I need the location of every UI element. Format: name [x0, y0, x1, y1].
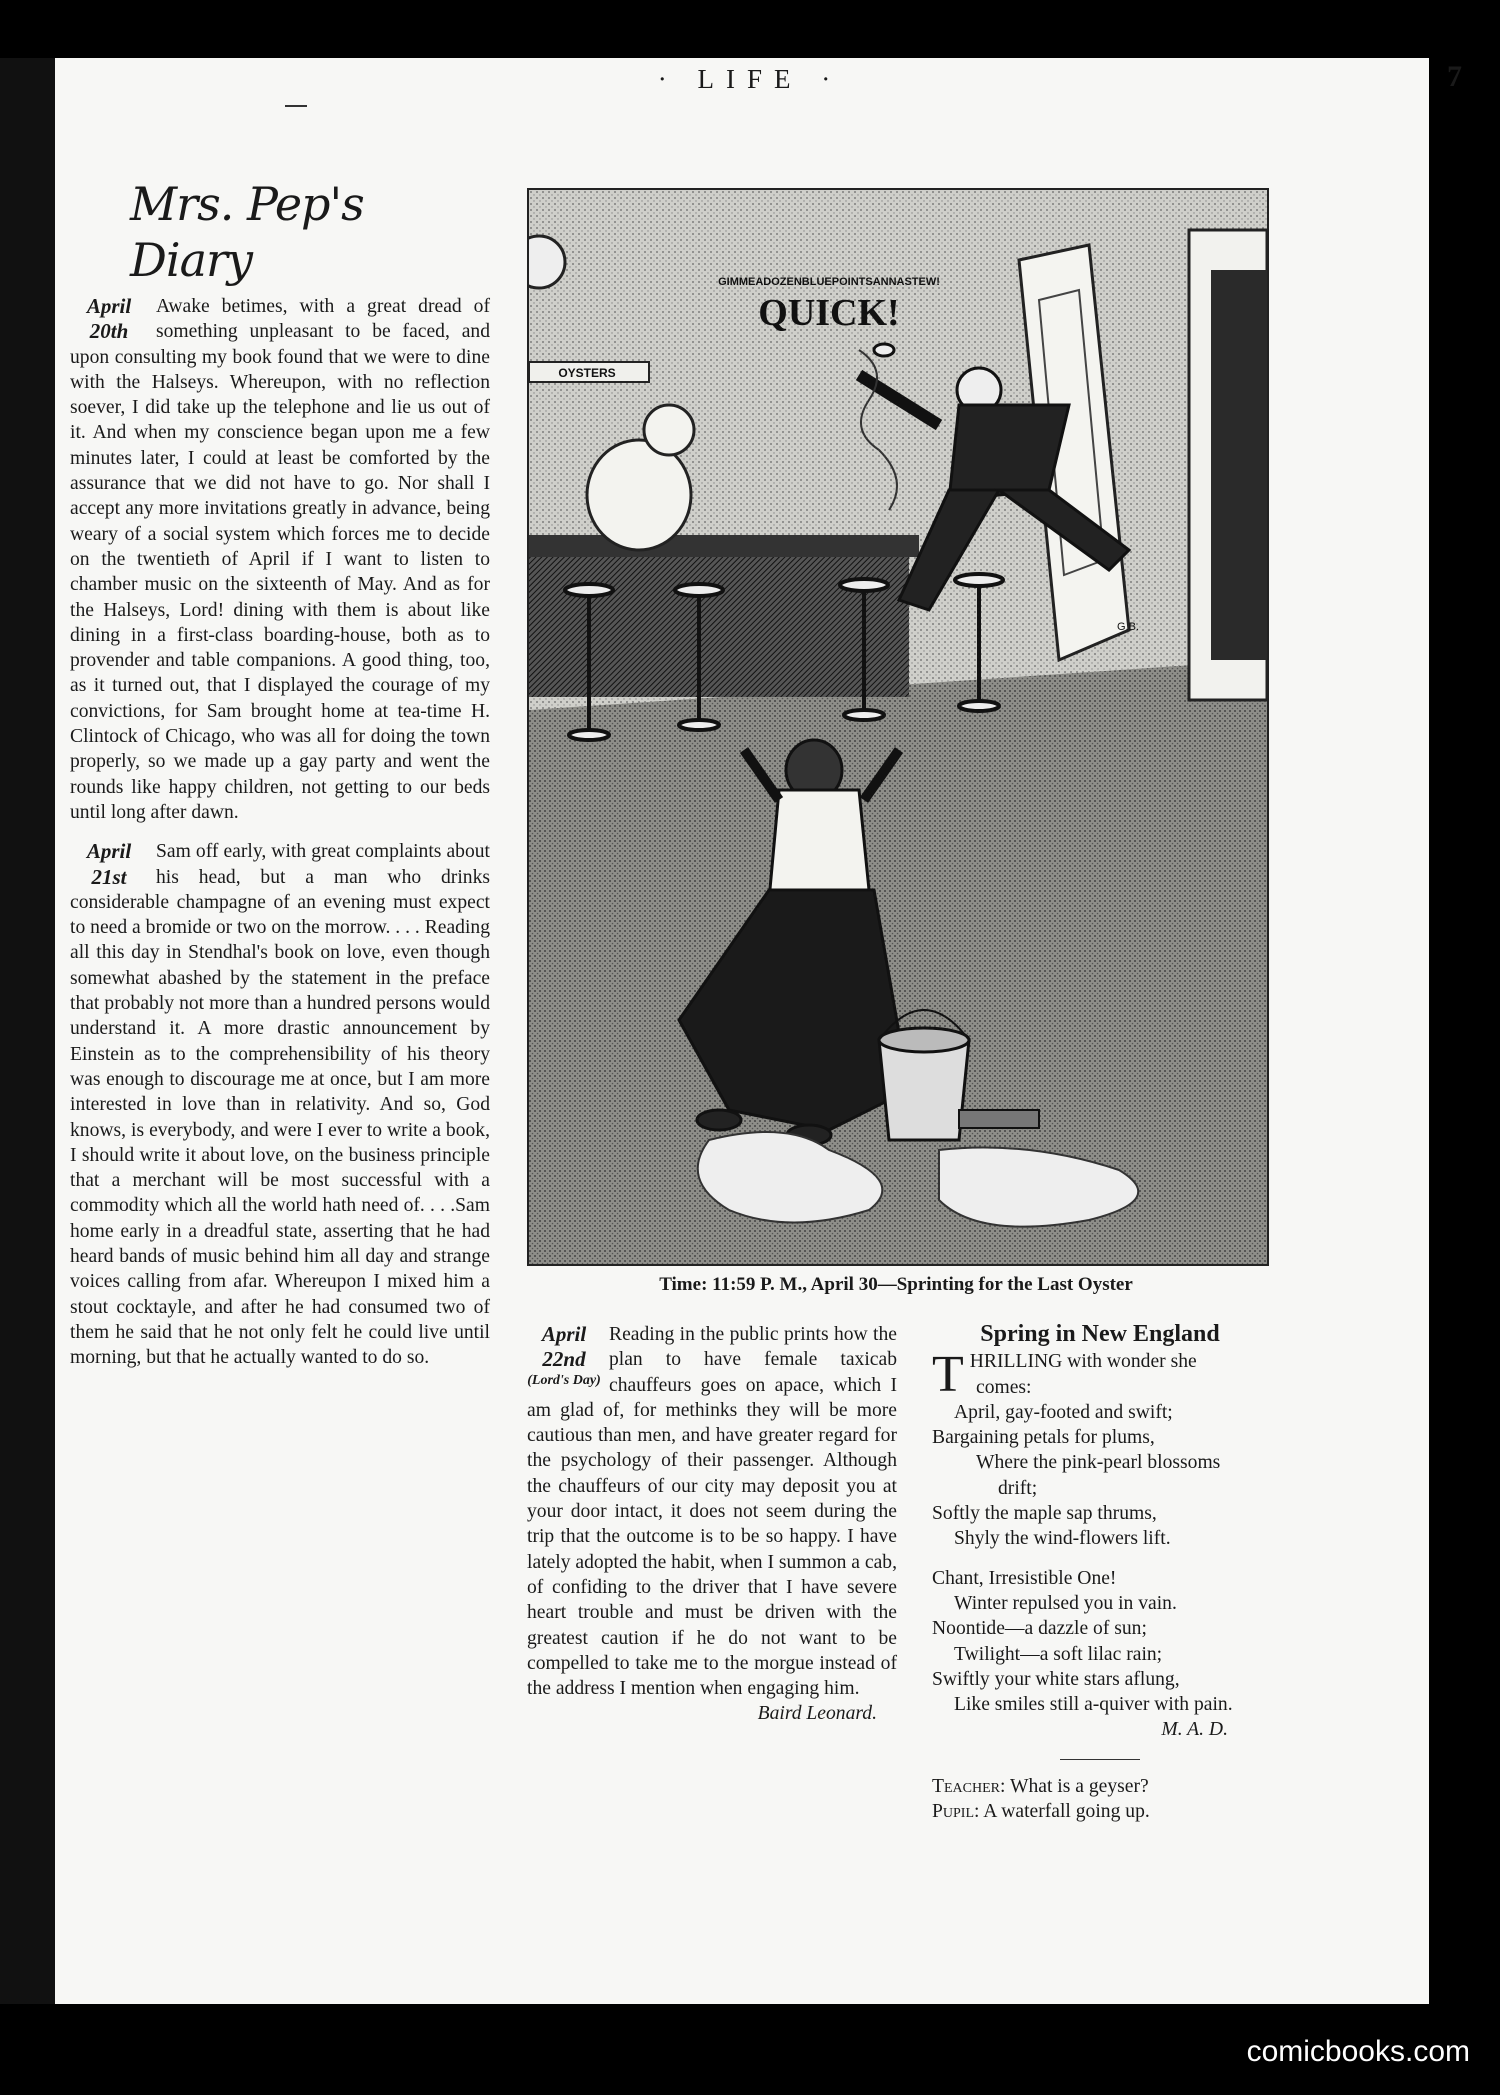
speech-quick-text: QUICK!: [758, 292, 900, 334]
artist-mark: G.B.: [1117, 621, 1140, 633]
divider: [1060, 1759, 1140, 1760]
binding-spine: [0, 58, 55, 2004]
joke-teacher-line: [932, 1774, 1268, 1799]
drop-cap: T: [932, 1346, 964, 1404]
poem-line: Shyly the wind-flowers lift.: [954, 1528, 1171, 1550]
poem-initials: M. A. D.: [1161, 1719, 1228, 1741]
page-number: 7: [1447, 60, 1462, 93]
poem-line: HRILLING with wonder she: [969, 1351, 1197, 1373]
poem-line: drift;: [998, 1477, 1038, 1499]
poem-line: Like smiles still a-quiver with pain.: [954, 1694, 1233, 1716]
entry-text: Sam off early, with great complaints about his head, but a man who drinks considerable champagne of an evening must expect to need a bromide or two on the morrow. . . . Reading all this day in Stendhal's book on love, even though somewhat abashed by the statement in the preface that probably not more than a hundred persons would understand it. A more drastic announcement by Einstein as to the comprehensibility of his theory was enough to discourage me at once, but I am more interested in love than in relativity. And so, God knows, is everybody, and were I ever to write a book, I should write it about love, on the business principle that a merchant will be most successful with a commodity which all the world hath need of. . . .Sam home early in a dreadful state, asserting that he had heard bands of music behind him all day and strange voices calling from afar. Whereupon I mixed him a stout cocktayle, and after he had consumed two of them he said that he not only felt he could live until morning, but that he actually wanted to do so.: [70, 841, 490, 1369]
speech-small-text: GIMMEADOZENBLUEPOINTSANNASTEW!: [718, 276, 940, 288]
joke-pupil-label: Pupil: [932, 1801, 975, 1823]
poem-column: [932, 1322, 1268, 1824]
poem-line: Where the pink-pearl blossoms: [976, 1452, 1221, 1474]
diary-column: [70, 176, 490, 1384]
poem-line: Twilight—a soft lilac rain;: [954, 1643, 1163, 1665]
diary-title: Mrs. Pep's Diary: [130, 177, 364, 287]
site-watermark: comicbooks.com: [1246, 2035, 1470, 2068]
poem-line: Noontide—a dazzle of sun;: [932, 1618, 1147, 1640]
stanza-gap: [932, 1552, 1268, 1566]
joke-pupil-text: : A waterfall going up.: [974, 1801, 1150, 1823]
cartoon-caption: Time: 11:59 P. M., April 30—Sprinting for the Last Oyster: [659, 1274, 1133, 1295]
entry-date: April 21st: [86, 839, 132, 889]
entry-date-note: (Lord's Day): [527, 1372, 601, 1388]
poem-line: Swiftly your white stars aflung,: [932, 1668, 1180, 1690]
poem-lines: [932, 1375, 1268, 1718]
joke-teacher-label: Teacher: [932, 1775, 1000, 1797]
diary-continuation-column: [527, 1322, 897, 1727]
ink-mark: [285, 105, 307, 107]
entry-date: April 20th: [86, 294, 132, 344]
poem-line: April, gay-footed and swift;: [954, 1401, 1173, 1423]
poem-title: Spring in New England: [980, 1321, 1220, 1347]
author-signature: Baird Leonard.: [757, 1703, 877, 1725]
entry-text: Reading in the public prints how the plan to have female taxicab chauffeurs goes on apace, which I am glad of, for methinks they will be more cautious than men, and have greater regard for the psychology of their passenger. Although the chauffeurs of our city may deposit you at your door intact, it does not seem during the trip that the outcome is to be so happy. I have lately adopted the habit, when I summon a cab, of confiding to the driver that I have severe heart trouble and must be driven with the greatest caution if he do not want to be compelled to take me to the morgue instead of the address I mention when engaging him.: [527, 1324, 897, 1700]
poem-line: Softly the maple sap thrums,: [932, 1503, 1157, 1525]
entry-text: Awake betimes, with a great dread of something unpleasant to be faced, and upon consulting my book found that we were to dine with the Halseys. Whereupon, with no reflection soever, I did take up the telephone and lie us out of it. And when my conscience began upon me a few minutes later, I could at least be comforted by the assurance that we did not have to go. Nor shall I accept any more invitations greatly in advance, being weary of a social system which forces me to decide on the twentieth of April if I want to listen to chamber music on the sixteenth of May. And as for the Halseys, Lord! dining with them is about like dining in a first-class boarding-house, both as to provender and table companions. A good thing, too, as it turned out, that I displayed the courage of my convictions, for Sam brought home at tea-time H. Clintock of Chicago, who was all for doing the town properly, so we made up a gay party and went the rounds like happy children, not getting to our beds until long after dawn.: [70, 296, 490, 823]
diary-entry: [70, 839, 490, 1370]
running-header: · LIFE ·: [657, 64, 843, 94]
poem-line: Winter repulsed you in vain.: [954, 1592, 1177, 1614]
joke-teacher-text: : What is a geyser?: [999, 1775, 1149, 1797]
entry-date-text: April 22nd: [541, 1322, 587, 1372]
joke-pupil-line: [932, 1799, 1268, 1824]
diary-entry: [70, 294, 490, 825]
oyster-sign: OYSTERS: [558, 366, 616, 380]
poem-body: [932, 1346, 1268, 1717]
poem-line: Chant, Irresistible One!: [932, 1567, 1117, 1589]
poem-line: Bargaining petals for plums,: [932, 1427, 1155, 1449]
cartoon-drawing: [529, 190, 1267, 1264]
poem-line: comes:: [976, 1376, 1032, 1398]
cartoon-illustration: [527, 188, 1269, 1266]
entry-date: [527, 1322, 601, 1389]
